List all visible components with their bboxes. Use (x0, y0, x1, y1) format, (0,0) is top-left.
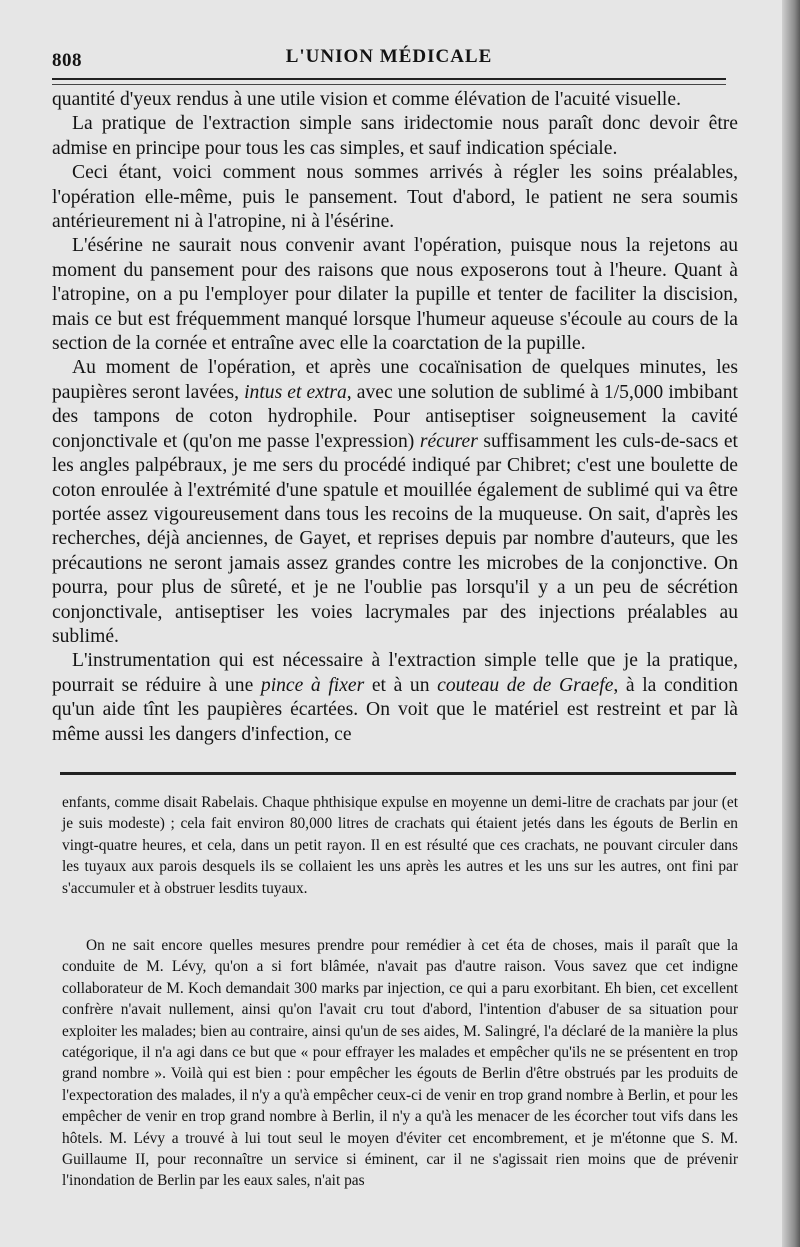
body-paragraph: La pratique de l'extraction simple sans iridectomie nous paraît donc devoir être admise en principe pour tous les cas simples, et sauf indication spéciale. (52, 113, 738, 159)
text-run: , à la condition qu'un aide tînt les paupières écartées. On voit que le matériel est restreint et par là même aussi les dangers d'infection, ce (52, 674, 738, 745)
body-paragraph: quantité d'yeux rendus à une utile vision et comme élévation de l'acuité visuelle. (52, 89, 681, 110)
journal-title: L'UNION MÉDICALE (285, 46, 493, 67)
page-number: 808 (52, 50, 82, 71)
footnote-paragraph: enfants, comme disait Rabelais. Chaque phthisique expulse en moyenne un demi-litre de crachats par jour (et je suis modeste) ; cela fait environ 80,000 litres de crachats qui étaient jetés dans les égouts de Berlin en vingt-quatre heures, et cela, dans un petit rayon. Il en est résulté que ces crachats, ne pouvant circuler dans les tuyaux aux parois desquels ils se collaient les uns après les autres et les uns sur les autres, ont fini par s'accumuler et à obstruer lesdits tuyaux. (62, 794, 738, 897)
footnote-block-1 (62, 792, 738, 899)
italic-term: intus et extra (244, 381, 347, 403)
footnote-paragraph: On ne sait encore quelles mesures prendre pour remédier à cet éta de choses, mais il paraît que la conduite de M. Lévy, qu'on a si fort blâmée, n'avait pas d'autre raison. Vous savez que cet indigne collaborateur de M. Koch demandait 300 marks par injection, ce qui a paru exorbitant. Eh bien, cet excellent confrère n'avait nullement, ainsi qu'on l'avait cru tout d'abord, l'intention d'abuser de sa situation pour exploiter les malades; bien au contraire, ainsi qu'un de ses aides, M. Salingré, l'a déclaré de la manière la plus catégorique, il n'a agi dans ce but que « pour effrayer les malades et empêcher qu'ils ne se présentent en trop grand nombre ». Voilà qui est bien : pour empêcher les égouts de Berlin d'être obstrués par les produits de l'expectoration des malades, il n'y a qu'à empêcher ceux-ci de venir en trop grand nombre à Berlin, et pour les empêcher de venir en trop grand nombre à Berlin, il n'y a qu'à les menacer de les écorcher tout vifs dans les hôtels. M. Lévy a trouvé à lui tout seul le moyen d'éviter cet encombrement, et je m'étonne que S. M. Guillaume II, pour reconnaître un service si éminent, car il ne s'agissait rien moins que de prévenir l'inondation de Berlin par les eaux sales, n'ait pas (62, 937, 738, 1190)
text-run: Au moment de l'opération, et après une cocaïnisation de quelques minutes, les paupières seront lavées, (52, 357, 738, 403)
body-paragraph: L'ésérine ne saurait nous convenir avant l'opération, puisque nous la rejetons au moment du pansement pour des raisons que nous exposerons tout à l'heure. Quant à l'atropine, on a pu l'employer pour dilater la pupille et tenter de faciliter la discision, mais ce but est fréquemment manqué lorsque l'humeur aqueuse s'écoule au cours de la section de la cornée et entraîne avec elle la coarctation de la pupille. (52, 235, 738, 355)
running-head (52, 46, 726, 74)
footnote-rule (60, 772, 736, 775)
body-paragraph-operation (52, 356, 738, 649)
text-run: L'instrumentation qui est nécessaire à l'extraction simple telle que je la pratique, pourrait se réduire à une (52, 650, 738, 696)
header-rule (52, 78, 726, 80)
italic-term: couteau de de Graefe (437, 674, 614, 696)
footnote-block-2 (62, 935, 738, 1192)
body-paragraph: Ceci étant, voici comment nous sommes arrivés à régler les soins préalables, l'opération elle-même, puis le pansement. Tout d'abord, le patient ne sera soumis antérieurement ni à l'atropine, ni à l'ésérine. (52, 162, 738, 233)
italic-term: récurer (419, 430, 478, 452)
text-run: , avec une solution de sublimé à 1/5,000 imbibant des tampons de coton hydrophile. Pour antiseptiser soigneusement la cavité conjonctivale et (qu'on me passe l'expression) (52, 381, 738, 452)
page-edge (782, 0, 800, 1247)
italic-term: pince à fixer (260, 674, 365, 696)
text-run: suffisamment les culs-de-sacs et les angles palpébraux, je me sers du procédé indiqué par Chibret; c'est une boulette de coton enroulée à l'extrémité d'une spatule et mouillée également de sublimé qui va être portée assez vigoureusement dans tous les recoins de la muqueuse. On sait, d'après les recherches, déjà anciennes, de Gayet, et reprises depuis par nombre d'auteurs, que les précautions ne seront jamais assez grandes contre les microbes de la conjonctive. On pourra, pour plus de sûreté, et je ne l'oublie pas lorsqu'il y a un peu de sécrétion conjonctivale, antiseptiser les voies lacrymales par des injections préalables au sublimé. (52, 430, 738, 647)
text-run: et à un (364, 674, 438, 696)
body-paragraph-instrumentation (52, 649, 738, 747)
header-rule-thin (52, 84, 726, 85)
main-text (52, 88, 738, 747)
